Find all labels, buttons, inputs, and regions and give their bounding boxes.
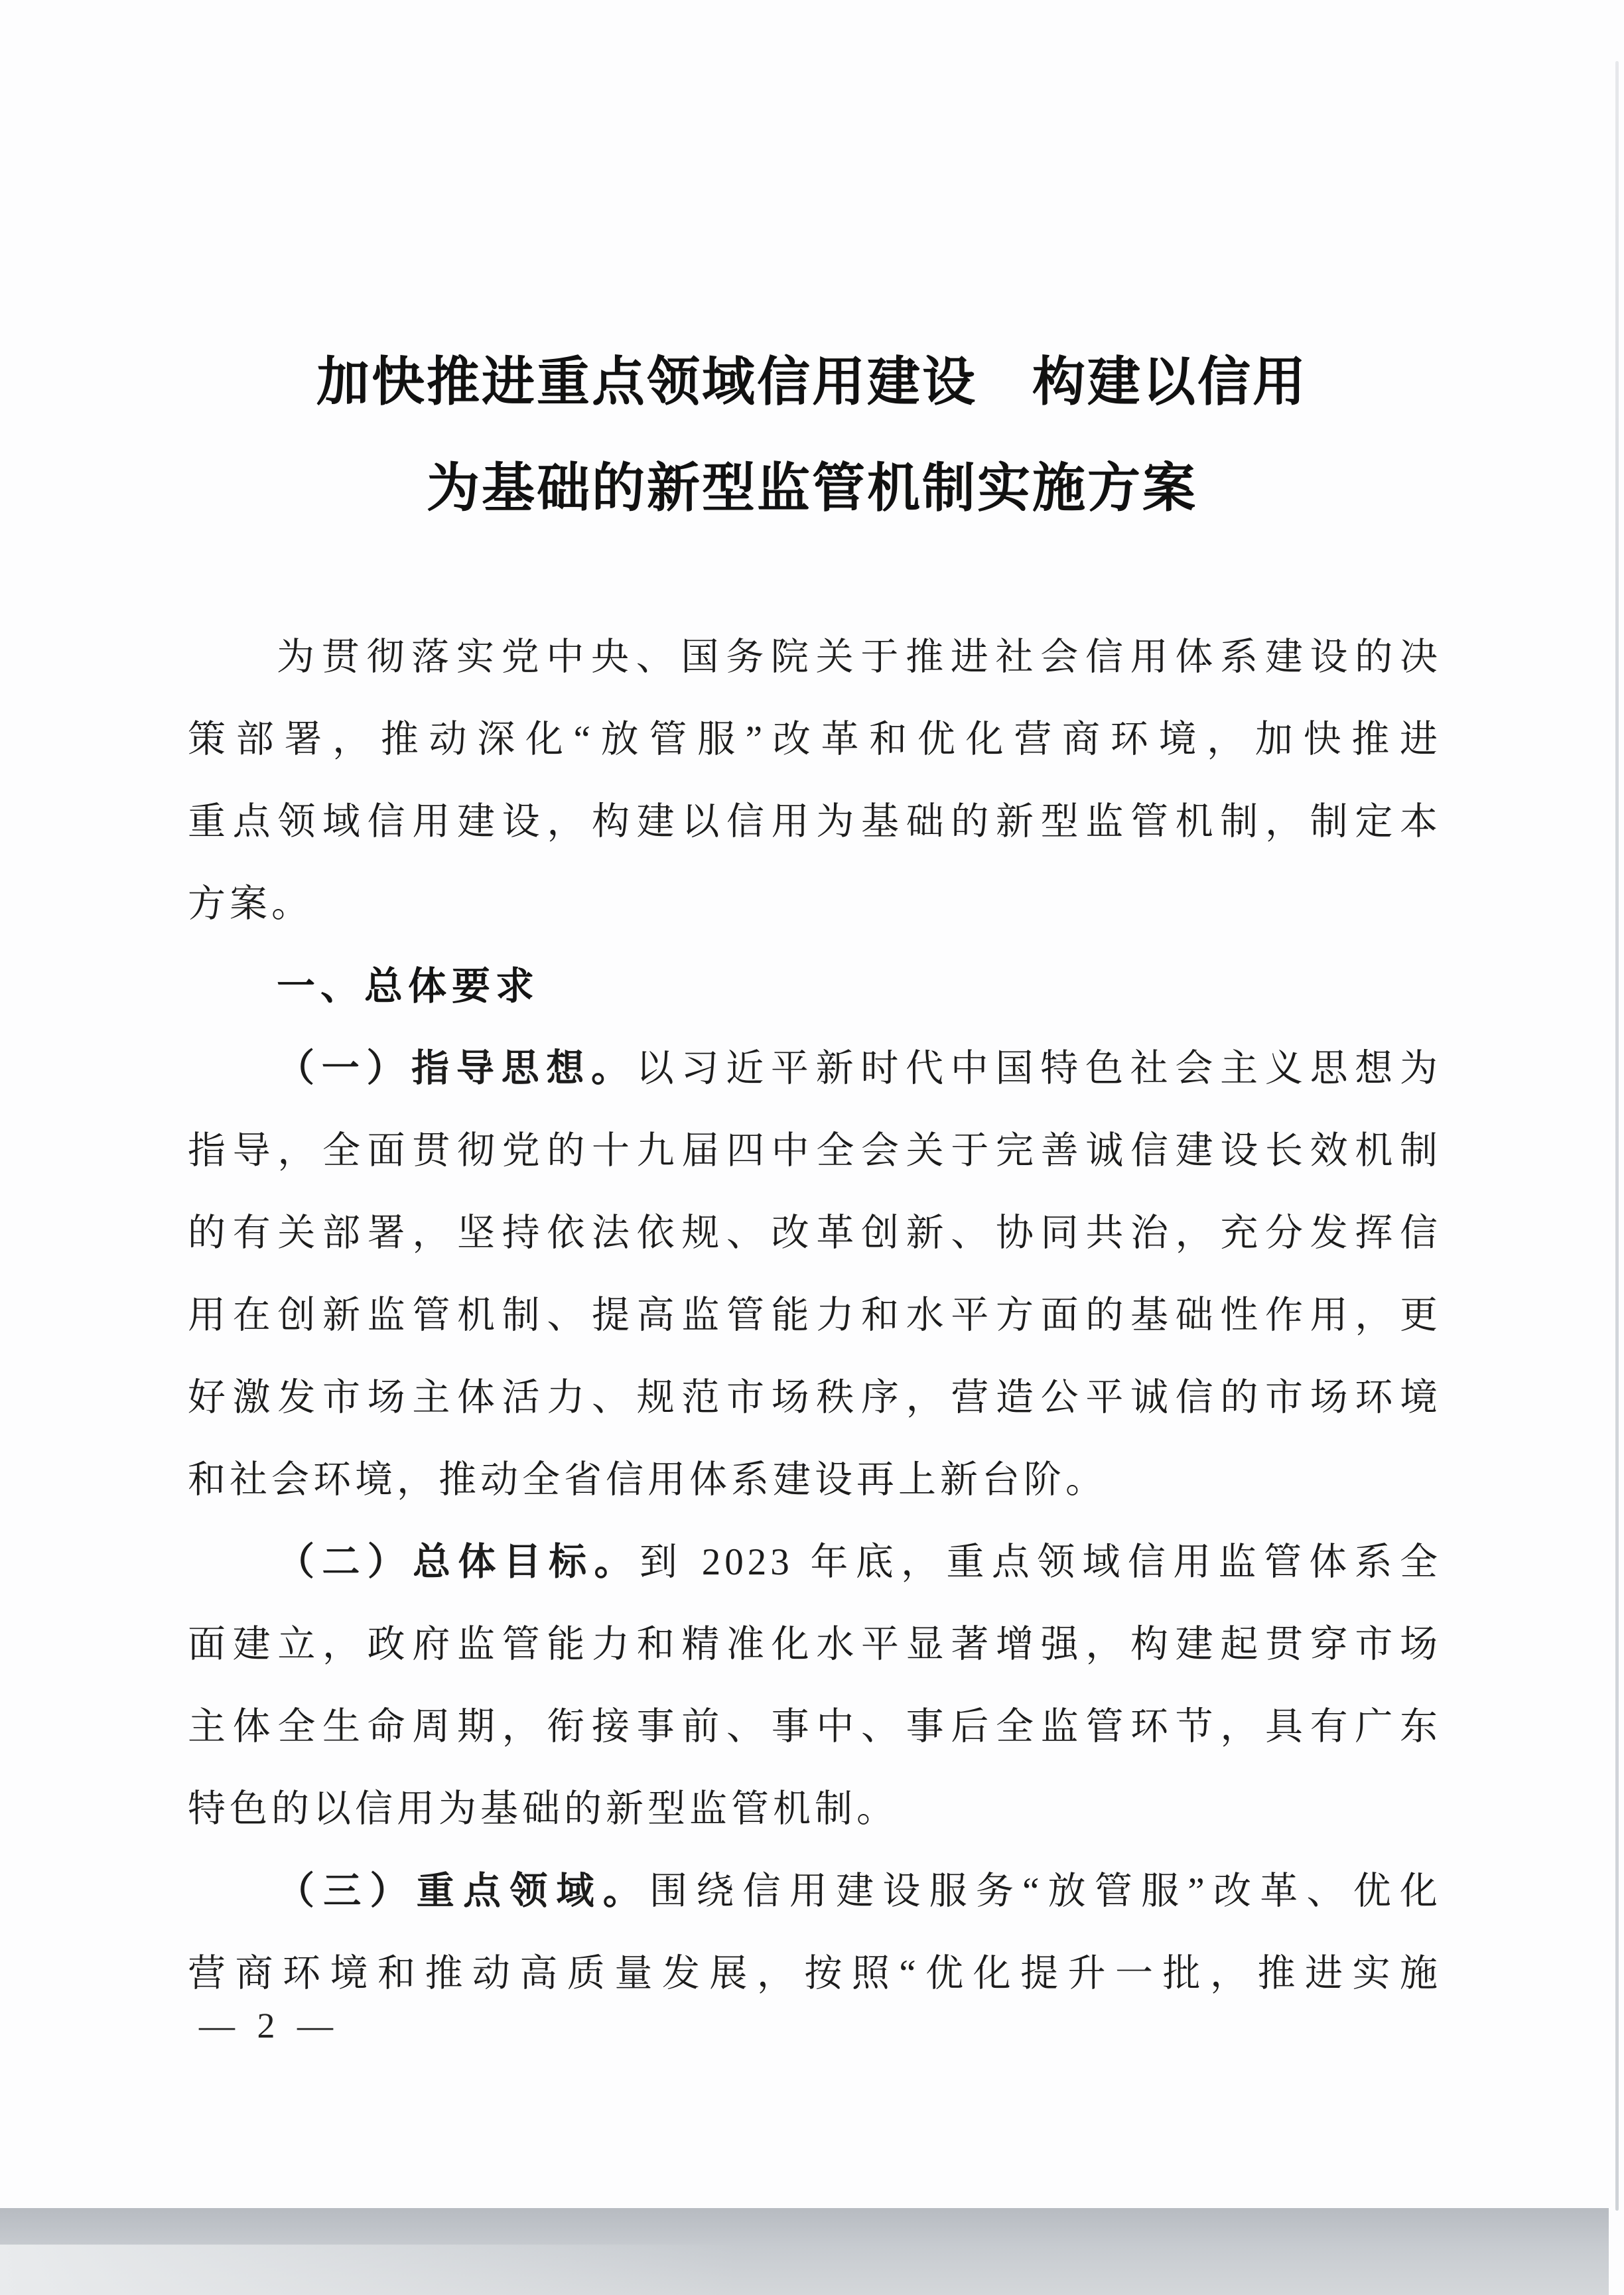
line-text: 重点领域信用建设，构建以信用为基础的新型监管机制，制定本 <box>188 801 1442 843</box>
line-text: 到 2023 年底，重点领域信用监管体系全 <box>639 1541 1442 1583</box>
document-line <box>188 1192 1442 1275</box>
document-line <box>188 781 1442 863</box>
document-line <box>188 1357 1442 1439</box>
line-text: 方案。 <box>188 883 313 925</box>
paragraph-lead: （二）总体目标。 <box>277 1541 640 1583</box>
line-text: 好激发市场主体活力、规范市场秩序，营造公平诚信的市场环境 <box>188 1377 1442 1419</box>
line-text: 特色的以信用为基础的新型监管机制。 <box>188 1788 898 1830</box>
scan-page-edge-line <box>1615 61 1619 2211</box>
document-line <box>188 699 1442 781</box>
line-text: 一、总体要求 <box>277 965 540 1008</box>
document-line <box>188 1439 1442 1521</box>
document-line <box>188 1604 1442 1686</box>
title-line-1: 加快推进重点领域信用建设 构建以信用 <box>316 354 1308 412</box>
document-line <box>188 863 1442 945</box>
document-line <box>188 1028 1442 1110</box>
line-text: 面建立，政府监管能力和精准化水平显著增强，构建起贯穿市场 <box>188 1624 1442 1665</box>
document-line <box>188 1933 1442 2015</box>
document-line <box>188 1686 1442 1768</box>
paragraph-lead: （一）指导思想。 <box>277 1048 636 1089</box>
line-text: 以习近平新时代中国特色社会主义思想为 <box>636 1048 1442 1089</box>
document-line <box>188 1110 1442 1192</box>
line-text: 和社会环境，推动全省信用体系建设再上新台阶。 <box>188 1459 1107 1501</box>
page-number: — 2 — <box>199 2006 340 2046</box>
line-text: 的有关部署，坚持依法依规、改革创新、协同共治，充分发挥信 <box>188 1212 1442 1254</box>
document-line <box>188 1768 1442 1850</box>
line-text: 指导，全面贯彻党的十九届四中全会关于完善诚信建设长效机制 <box>188 1130 1442 1172</box>
document-line <box>188 1850 1442 1933</box>
line-text: 主体全生命周期，衔接事前、事中、事后全监管环节，具有广东 <box>188 1706 1442 1748</box>
title-line-2: 为基础的新型监管机制实施方案 <box>427 460 1197 518</box>
line-text: 围绕信用建设服务“放管服”改革、优化 <box>649 1870 1442 1912</box>
section-heading <box>188 945 1442 1028</box>
document-line <box>188 1521 1442 1604</box>
line-text: 营商环境和推动高质量发展，按照“优化提升一批，推进实施 <box>188 1953 1442 1994</box>
paragraph-lead: （三）重点领域。 <box>277 1870 650 1912</box>
document-line <box>188 1275 1442 1357</box>
line-text: 策部署，推动深化“放管服”改革和优化营商环境，加快推进 <box>188 719 1442 760</box>
document-title <box>0 330 1624 542</box>
scan-shadow-bottom <box>0 2208 1609 2295</box>
line-text: 为贯彻落实党中央、国务院关于推进社会信用体系建设的决 <box>277 636 1442 678</box>
document-body <box>188 616 1442 2015</box>
line-text: 用在创新监管机制、提高监管能力和水平方面的基础性作用，更 <box>188 1294 1442 1336</box>
document-line <box>188 616 1442 699</box>
